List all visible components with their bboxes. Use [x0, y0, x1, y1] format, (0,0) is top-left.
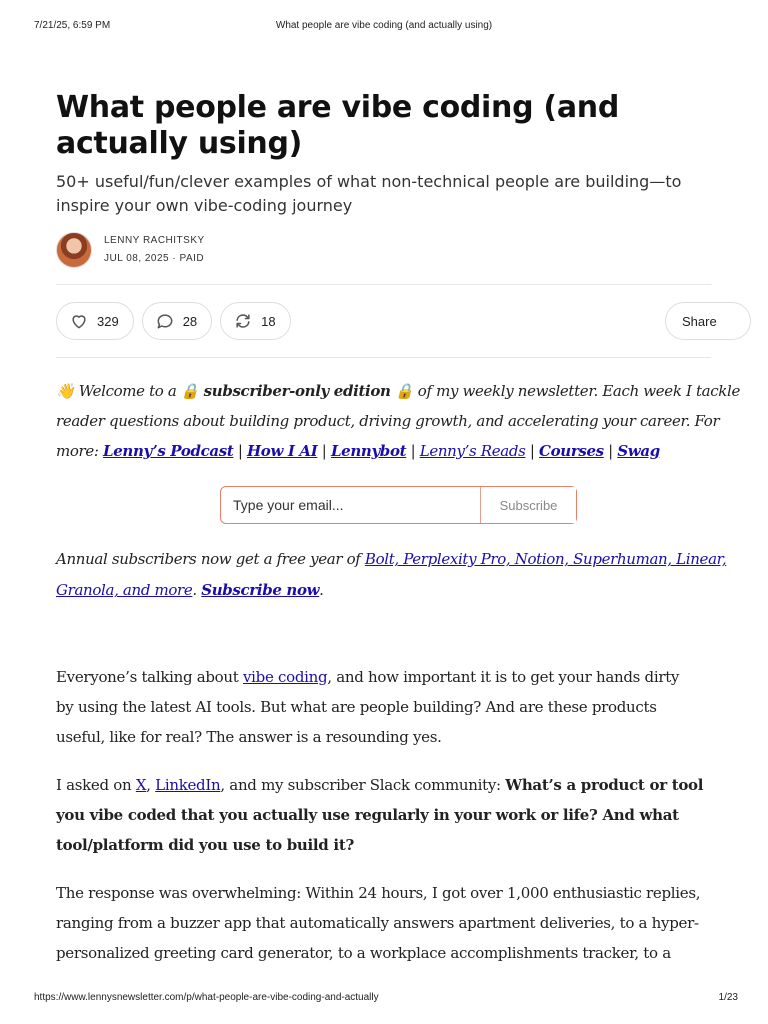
avatar[interactable]	[56, 232, 92, 268]
byline	[56, 230, 711, 270]
restack-button[interactable]	[220, 302, 290, 340]
p3-line-3: personalized greeting card generator, to a workplace accomplishments tracker, to a	[56, 944, 671, 962]
email-input[interactable]	[221, 487, 480, 523]
intro-rest: of my weekly newsletter. Each week I tackle	[413, 382, 741, 400]
p1-line-3: useful, like for real? The answer is a resounding yes.	[56, 728, 442, 746]
post-meta-sep: ·	[169, 253, 180, 264]
sep: |	[525, 442, 540, 460]
intro-paragraph	[56, 376, 741, 466]
restack-count: 18	[261, 313, 276, 329]
wave-icon: 👋	[56, 382, 75, 400]
post-access: PAID	[179, 253, 205, 264]
link-podcast[interactable]: Lenny’s Podcast	[103, 442, 234, 460]
comment-button[interactable]	[142, 302, 212, 340]
vibe-coding-link[interactable]: vibe coding	[242, 668, 328, 686]
p3-line-2: ranging from a buzzer app that automatically answers apartment deliveries, to a hyper-	[56, 914, 699, 932]
restack-icon	[233, 311, 253, 331]
intro-more: more:	[56, 442, 104, 460]
link-lennys-reads[interactable]: Lenny’s Reads	[419, 442, 526, 460]
sep: |	[406, 442, 420, 460]
intro-line-1	[56, 376, 741, 406]
p3-line-1: The response was overwhelming: Within 24 hours, I got over 1,000 enthusiastic replies,	[56, 884, 701, 902]
post-meta	[104, 250, 205, 268]
x-link[interactable]: X	[135, 776, 147, 794]
print-date: 7/21/25, 6:59 PM	[34, 20, 111, 31]
intro-edition: subscriber-only edition	[203, 382, 391, 400]
p2-line-1	[56, 770, 711, 800]
post-actions	[56, 284, 717, 358]
print-page-number: 1/23	[718, 992, 738, 1003]
p1-b: , and how important it is to get your hands dirty	[327, 668, 680, 686]
like-button[interactable]	[56, 302, 134, 340]
article	[56, 90, 741, 970]
link-lennybot[interactable]: Lennybot	[330, 442, 407, 460]
comment-count: 28	[182, 313, 198, 329]
intro-line-2: reader questions about building product, driving growth, and accelerating your career. For	[56, 412, 720, 430]
sep: |	[233, 442, 247, 460]
subscribe-form	[220, 486, 577, 524]
p2-comma: ,	[146, 776, 156, 794]
annual-line-1	[56, 544, 727, 575]
intro-welcome: Welcome to a	[78, 382, 181, 400]
share-button[interactable]	[665, 302, 751, 340]
post-title: What people are vibe coding (and actually using)	[56, 90, 620, 161]
linkedin-link[interactable]: LinkedIn	[155, 776, 221, 794]
p1-line-2: by using the latest AI tools. But what are people building? And are these products	[56, 698, 657, 716]
offer-link-cont[interactable]: Granola, and more	[56, 581, 193, 599]
body-paragraph-2	[56, 770, 711, 860]
sep: |	[317, 442, 331, 460]
print-header	[0, 14, 768, 34]
sep: |	[603, 442, 618, 460]
post-date: JUL 08, 2025	[104, 253, 170, 264]
comment-icon	[155, 311, 175, 331]
p2-line-3	[56, 830, 711, 860]
body-paragraph-1	[56, 662, 711, 752]
like-count: 329	[97, 313, 119, 329]
p2-bold-3: tool/platform did you use to build it?	[56, 836, 354, 854]
p1-a: Everyone’s talking about	[56, 668, 243, 686]
annual-dot: .	[192, 581, 202, 599]
annual-lead: Annual subscribers now get a free year of	[56, 550, 365, 568]
body-paragraph-3	[56, 878, 711, 968]
author-name[interactable]: LENNY RACHITSKY	[104, 235, 205, 246]
share-label: Share	[682, 313, 717, 329]
offer-link[interactable]: Bolt, Perplexity Pro, Notion, Superhuman, Linear,	[364, 550, 727, 568]
intro-line-3	[56, 436, 711, 466]
annual-end: .	[319, 581, 324, 599]
link-courses[interactable]: Courses	[539, 442, 604, 460]
p2-a: I asked on	[56, 776, 136, 794]
link-how-i-ai[interactable]: How I AI	[246, 442, 318, 460]
byline-text	[104, 232, 205, 268]
print-title: What people are vibe coding (and actually using)	[275, 20, 493, 31]
print-url: https://www.lennysnewsletter.com/p/what-people-are-vibe-coding-and-actually	[34, 992, 379, 1003]
annual-line-2	[56, 575, 711, 606]
lock-icon-2: 🔒	[395, 382, 414, 400]
link-swag[interactable]: Swag	[617, 442, 660, 460]
heart-icon	[69, 311, 89, 331]
p2-line-2	[56, 800, 711, 830]
p2-bold-1: What’s a product or tool	[505, 776, 704, 794]
subscribe-now-link[interactable]: Subscribe now	[201, 581, 320, 599]
annual-offer	[56, 544, 727, 606]
p2-bold-2: you vibe coded that you actually use regularly in your work or life? And what	[56, 806, 679, 824]
p1-line-1	[56, 662, 711, 692]
p2-b: , and my subscriber Slack community:	[220, 776, 506, 794]
post-subtitle-text: 50+ useful/fun/clever examples of what non-technical people are building—to inspire your own vibe-coding journey	[56, 172, 682, 215]
lock-icon: 🔒	[180, 382, 200, 400]
subscribe-button[interactable]: Subscribe	[480, 487, 576, 523]
post-subtitle	[56, 170, 711, 218]
print-footer	[0, 988, 768, 1004]
